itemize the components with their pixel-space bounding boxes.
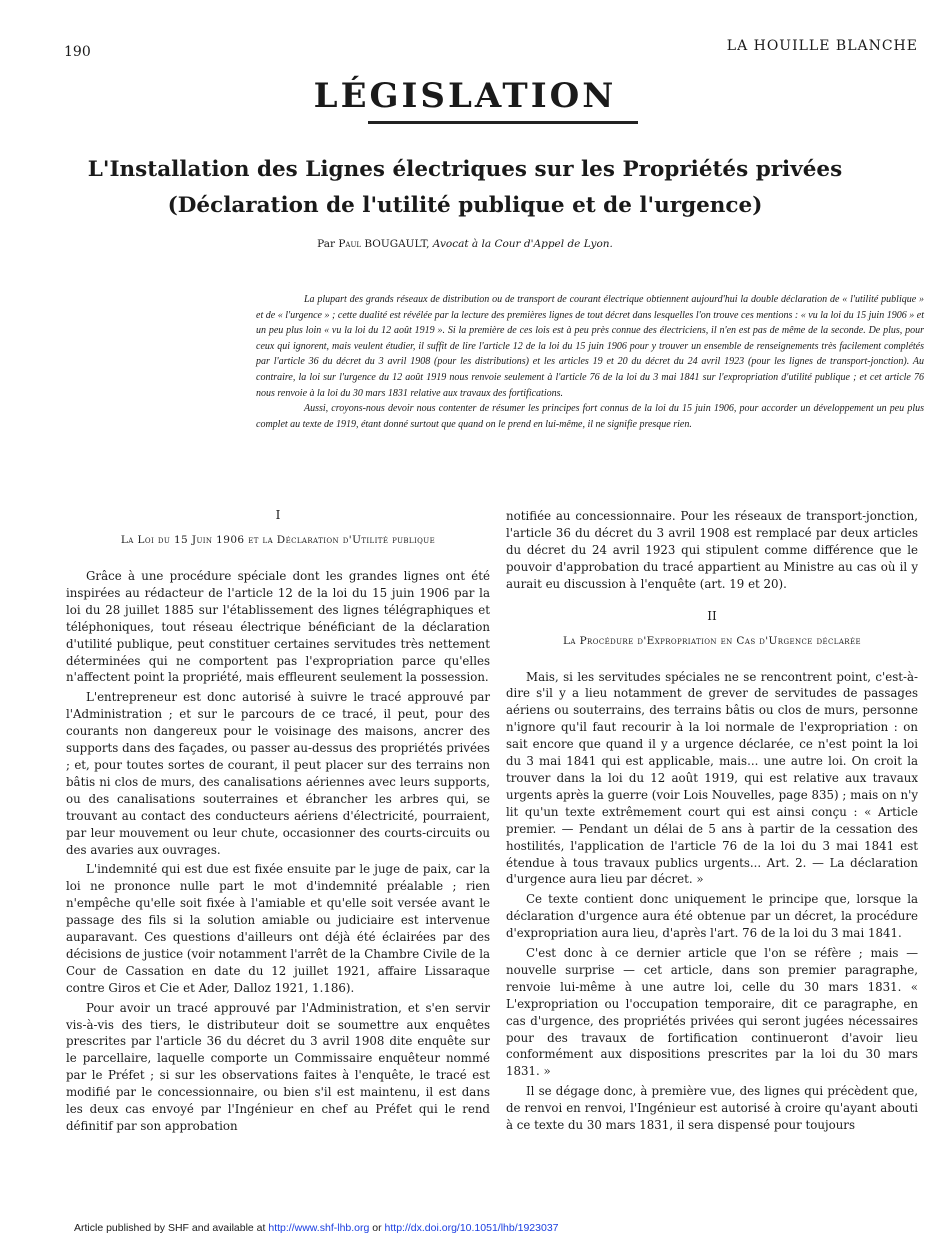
abstract-paragraph: Aussi, croyons-nous devoir nous contenter de résumer les principes fort connus de la loi du 15 juin 1906, pour accorder un développement un peu plus complet au texte de 1919, étant donné surtout que quand on le prend en lui-même, il ne signifie presque rien.: [256, 403, 924, 430]
footer-text-or: or: [372, 1222, 382, 1234]
body-paragraph: L'indemnité qui est due est fixée ensuite par le juge de paix, car la loi ne prononce nulle part le mot d'indemnité préalable ; rien n'empêche qu'elle soit fixée à l'amiable et qu'elle soit versée avant le passage des fils si la solution amiable ou judiciaire est intervenue auparavant. Ces questions d'ailleurs ont déjà été éclairées par des décisions de justice (voir notamment l'arrêt de la Chambre Civile de la Cour de Cassation en date du 12 juillet 1921, affaire Lissaraque contre Giros et Cie et Ader, Dalloz 1921, 1.186).: [66, 862, 490, 995]
body-paragraph: Grâce à une procédure spéciale dont les grandes lignes ont été inspirées au rédacteur de l'article 12 de la loi du 15 juin 1906 par la loi du 28 juillet 1885 sur l'établissement des lignes télégraphiques et téléphoniques, tout réseau électrique bénéficiant de la déclaration d'utilité publique, peut constituer certaines servitudes très nettement déterminées qui ne comportent pas l'expropriation parce qu'elles n'affectent point la propriété, mais effleurent seulement la possession.: [66, 569, 490, 685]
author-role: Avocat à la Cour d'Appel de Lyon.: [432, 238, 613, 250]
part1-heading: La Loi du 15 Juin 1906 et la Déclaration d'Utilité publique: [120, 534, 436, 546]
part2-heading: La Procédure d'Expropriation en Cas d'Urgence déclarée: [563, 634, 861, 647]
article-title-line2: (Déclaration de l'utilité publique et de l'urgence): [167, 193, 763, 218]
byline: [0, 238, 930, 250]
author-name: Paul BOUGAULT,: [338, 238, 430, 250]
title-rule: [368, 121, 638, 124]
part1-numeral: I: [275, 508, 281, 522]
left-column: [66, 508, 490, 1135]
footer: [74, 1222, 559, 1234]
page-number: 190: [64, 44, 91, 60]
body-paragraph: Mais, si les servitudes spéciales ne se rencontrent point, c'est-à-dire s'il y a lieu notamment de grever de servitudes de passages aériens ou souterrains, des terrains bâtis ou clos de murs, personne n'ignore qu'il faut recourir à la loi normale de l'expropriation : on sait encore que quand il y a urgence déclarée, ce n'est point la loi du 3 mai 1841 qui est applicable, mais... une autre loi. On croit la trouver dans la loi du 12 août 1919, qui est relative aux travaux urgents après la guerre (voir Lois Nouvelles, page 835) ; mais on n'y lit qu'un texte extrêmement court qui est ainsi conçu : « Article premier. — Pendant un délai de 5 ans à partir de la cessation des hostilités, l'application de l'article 76 de la loi du 3 mai 1841 est étendue à tous travaux publics urgents... Art. 2. — La déclaration d'urgence aura lieu par décret. »: [506, 669, 918, 887]
footer-link-doi[interactable]: http://dx.doi.org/10.1051/lhb/1923037: [384, 1222, 559, 1234]
article-title: [0, 152, 930, 224]
body-paragraph: Il se dégage donc, à première vue, des lignes qui précèdent que, de renvoi en renvoi, l'Ingénieur est autorisé à croire qu'ayant abouti à ce texte du 30 mars 1831, il sera dispensé pour toujours: [506, 1084, 918, 1133]
footer-link-shf[interactable]: http://www.shf-lhb.org: [268, 1222, 370, 1234]
abstract: [256, 292, 924, 432]
footer-text: Article published by SHF and available at: [74, 1222, 266, 1234]
byline-prefix: Par: [317, 238, 335, 250]
right-column: [506, 508, 918, 1134]
part2-numeral: II: [707, 608, 717, 623]
body-paragraph: L'entrepreneur est donc autorisé à suivre le tracé approuvé par l'Administration ; et sur le parcours de ce tracé, il peut, pour des courants non dangereux pour le voisinage des maisons, ancrer des supports dans des façades, ou passer au-dessus des propriétés privées ; et, pour toutes sortes de courant, il peut placer sur des terrains non bâtis ni clos de murs, des canalisations aériennes avec leurs supports, ou des canalisations souterraines et ébrancher les arbres qui, se trouvant au contact des conducteurs aériens d'électricité, pourraient, par leur mouvement ou leur chute, occasionner des courts-circuits ou des avaries aux ouvrages.: [66, 690, 490, 857]
continuation-paragraph: notifiée au concessionnaire. Pour les réseaux de transport-jonction, l'article 36 du décret du 3 avril 1908 est remplacé par deux articles du décret du 24 avril 1923 qui stipulent comme différence que le pouvoir d'approbation du tracé appartient au Ministre au cas où il y aurait eu discussion à l'enquête (art. 19 et 20).: [506, 509, 918, 591]
article-title-line1: L'Installation des Lignes électriques sur les Propriétés privées: [87, 157, 843, 182]
body-paragraph: C'est donc à ce dernier article que l'on se réfère ; mais — nouvelle surprise — cet article, dans son premier paragraphe, renvoie lui-même à une autre loi, celle du 30 mars 1831. « L'expropriation ou l'occupation temporaire, dit ce paragraphe, en cas d'urgence, des propriétés privées qui seront jugées nécessaires pour des travaux de fortification continueront d'avoir lieu conformément aux dispositions prescrites par la loi du 30 mars 1831. »: [506, 946, 918, 1079]
section-title: LÉGISLATION: [313, 76, 617, 116]
body-paragraph: Pour avoir un tracé approuvé par l'Administration, et s'en servir vis-à-vis des tiers, le distributeur doit se soumettre aux enquêtes prescrites par l'article 36 du décret du 3 avril 1908 dite enquête sur le parcellaire, laquelle comporte un Commissaire enquêteur nommé par le Préfet ; si sur les observations faites à l'enquête, le tracé est modifié par le concessionnaire, ou bien s'il est maintenu, il est dans les deux cas envoyé par l'Ingénieur en chef au Préfet qui le rend définitif par son approbation: [66, 1000, 490, 1133]
body-paragraph: Ce texte contient donc uniquement le principe que, lorsque la déclaration d'urgence aura été obtenue par un décret, la procédure d'expropriation aura lieu, d'après l'art. 76 de la loi du 3 mai 1841.: [506, 892, 918, 941]
abstract-paragraph: La plupart des grands réseaux de distribution ou de transport de courant électrique obtiennent aujourd'hui la double déclaration de « l'utilité publique » et de « l'urgence » ; cette dualité est révélée par la lecture des premières lignes de tout décret dans lesquelles l'on trouve ces mentions : « vu la loi du 15 juin 1906 » et un peu plus loin « vu la loi du 12 août 1919 ». Si la première de ces lois est à peu près connue des électriciens, il n'en est pas de même de la seconde. De plus, pour ceux qui ignorent, mais veulent étudier, il suffit de lire l'article 12 de la loi du 15 juin 1906 pour y trouver un ensemble de renseignements très facilement complétés par l'article 36 du décret du 3 avril 1908 (pour les distributions) et les articles 19 et 20 du décret du 24 avril 1923 (pour les lignes de transport-jonction). Au contraire, la loi sur l'urgence du 12 août 1919 nous renvoie seulement à l'article 76 de la loi du 3 mai 1841 sur l'expropriation d'utilité publique ; et cet article 76 nous renvoie à la loi du 30 mars 1831 relative aux travaux des fortifications.: [256, 294, 924, 399]
running-head-journal: LA HOUILLE BLANCHE: [726, 38, 918, 54]
